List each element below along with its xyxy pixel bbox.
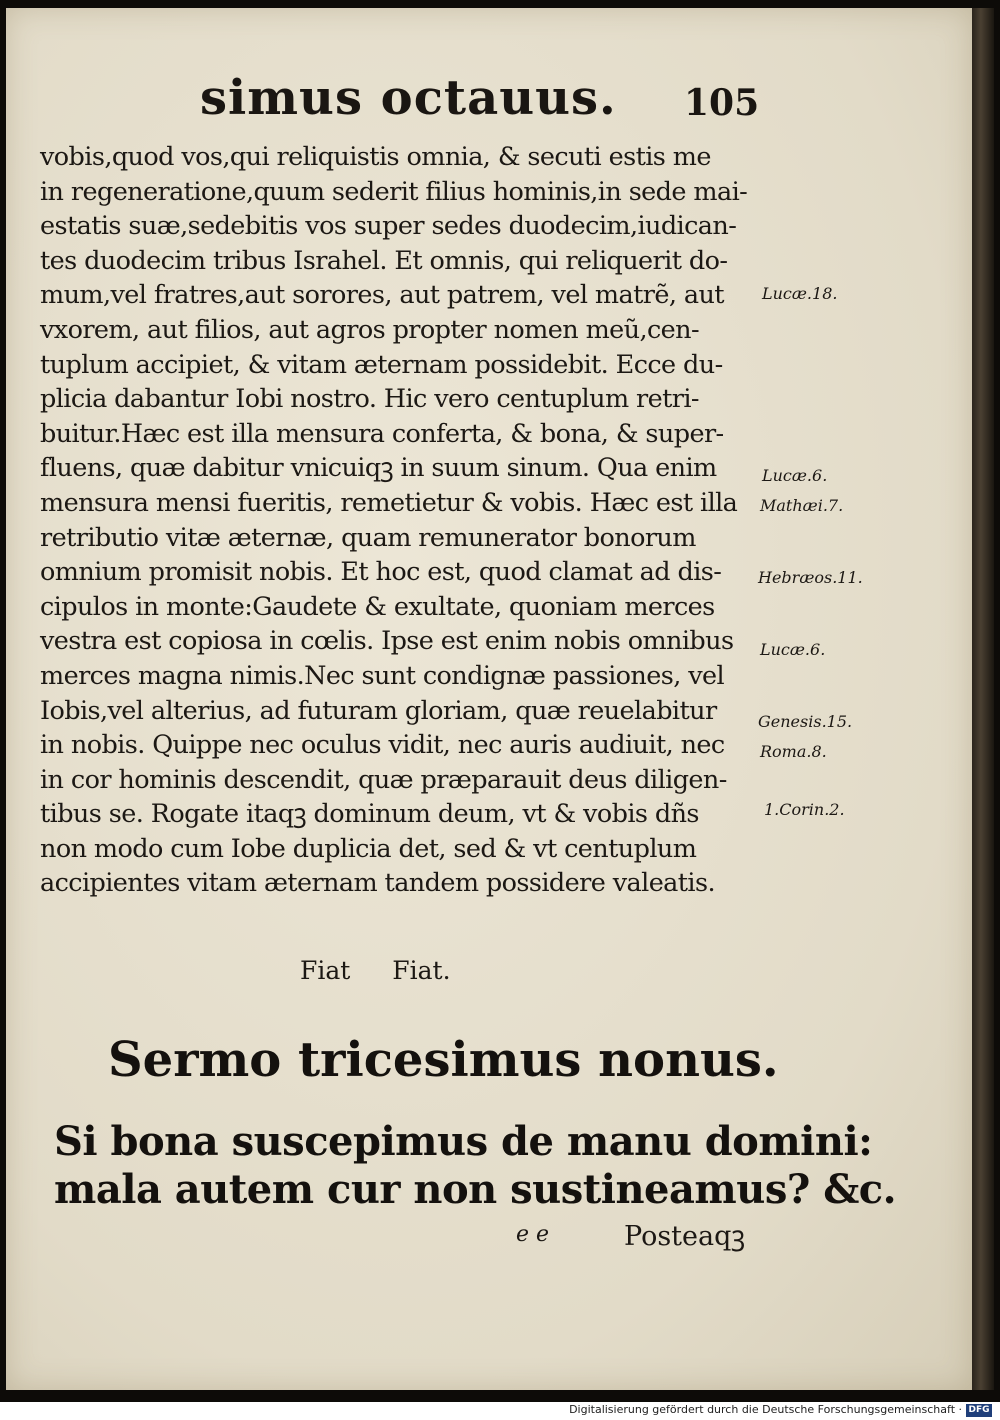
fiat-word: Fiat xyxy=(300,956,351,985)
catchword: Posteaqꝫ xyxy=(624,1221,746,1252)
text-line: plicia dabantur Iobi nostro. Hic vero centuplum retri- xyxy=(40,384,699,415)
signature-mark: e e xyxy=(516,1222,550,1247)
marginal-reference: 1.Corin.2. xyxy=(764,800,845,819)
marginal-reference: Hebræos.11. xyxy=(758,568,863,587)
fiat-word: Fiat. xyxy=(392,956,451,985)
text-line: buitur.Hæc est illa mensura conferta, & bona, & super- xyxy=(40,418,724,449)
text-line: estatis suæ,sedebitis vos super sedes duodecim,iudican- xyxy=(40,211,737,242)
book-edge xyxy=(972,8,994,1390)
text-line: in cor hominis descendit, quæ præparauit deus diligen- xyxy=(40,764,727,795)
text-line: Iobis,vel alterius, ad futuram gloriam, quæ reuelabitur xyxy=(40,695,717,726)
text-line: non modo cum Iobe duplicia det, sed & vt centuplum xyxy=(40,833,697,864)
running-title: simus octauus. xyxy=(200,70,617,126)
sermon-heading: Sermo tricesimus nonus. xyxy=(108,1032,779,1088)
text-line: in regeneratione,quum sederit filius hominis,in sede mai- xyxy=(40,176,748,207)
text-line: vestra est copiosa in cœlis. Ipse est enim nobis omnibus xyxy=(40,626,734,657)
marginal-reference: Lucæ.6. xyxy=(760,640,826,659)
text-line: vobis,quod vos,qui reliquistis omnia, & secuti estis me xyxy=(40,142,711,172)
folio-number: 105 xyxy=(684,82,760,124)
text-line: tibus se. Rogate itaqꝫ dominum deum, vt & vobis dñs xyxy=(40,799,699,830)
text-line: vxorem, aut filios, aut agros propter nomen meũ,cen- xyxy=(40,314,699,345)
text-line: tuplum accipiet, & vitam æternam possidebit. Ecce du- xyxy=(40,349,723,380)
text-line: mum,vel fratres,aut sorores, aut patrem, vel matrẽ, aut xyxy=(40,280,724,311)
scripture-incipit-line: mala autem cur non sustineamus? &c. xyxy=(54,1166,897,1213)
marginal-reference: Lucæ.18. xyxy=(762,284,838,303)
marginal-reference: Genesis.15. xyxy=(758,712,853,731)
text-line: retributio vitæ æternæ, quam remunerator bonorum xyxy=(40,522,696,553)
marginal-reference: Lucæ.6. xyxy=(762,466,828,485)
text-line: cipulos in monte:Gaudete & exultate, quoniam merces xyxy=(40,591,715,622)
funding-credit: Digitalisierung gefördert durch die Deutsche Forschungsgemeinschaft · xyxy=(569,1403,962,1416)
text-line: tes duodecim tribus Israhel. Et omnis, qui reliquerit do- xyxy=(40,245,728,276)
scripture-incipit-line: Si bona suscepimus de manu domini: xyxy=(54,1118,873,1165)
text-line: omnium promisit nobis. Et hoc est, quod clamat ad dis- xyxy=(40,557,722,588)
text-line: fluens, quæ dabitur vnicuiqꝫ in suum sinum. Qua enim xyxy=(40,453,717,484)
text-line: mensura mensi fueritis, remetietur & vobis. Hæc est illa xyxy=(40,487,738,518)
sermon-body-text xyxy=(40,140,756,901)
text-line: in nobis. Quippe nec oculus vidit, nec auris audiuit, nec xyxy=(40,730,725,761)
dfg-logo-icon: DFG xyxy=(966,1404,992,1417)
text-line: merces magna nimis.Nec sunt condignæ passiones, vel xyxy=(40,660,725,691)
marginal-reference: Roma.8. xyxy=(760,742,827,761)
closing-fiat xyxy=(300,956,493,985)
text-line: accipientes vitam æternam tandem possidere valeatis. xyxy=(40,868,715,899)
marginal-reference: Mathæi.7. xyxy=(760,496,844,515)
